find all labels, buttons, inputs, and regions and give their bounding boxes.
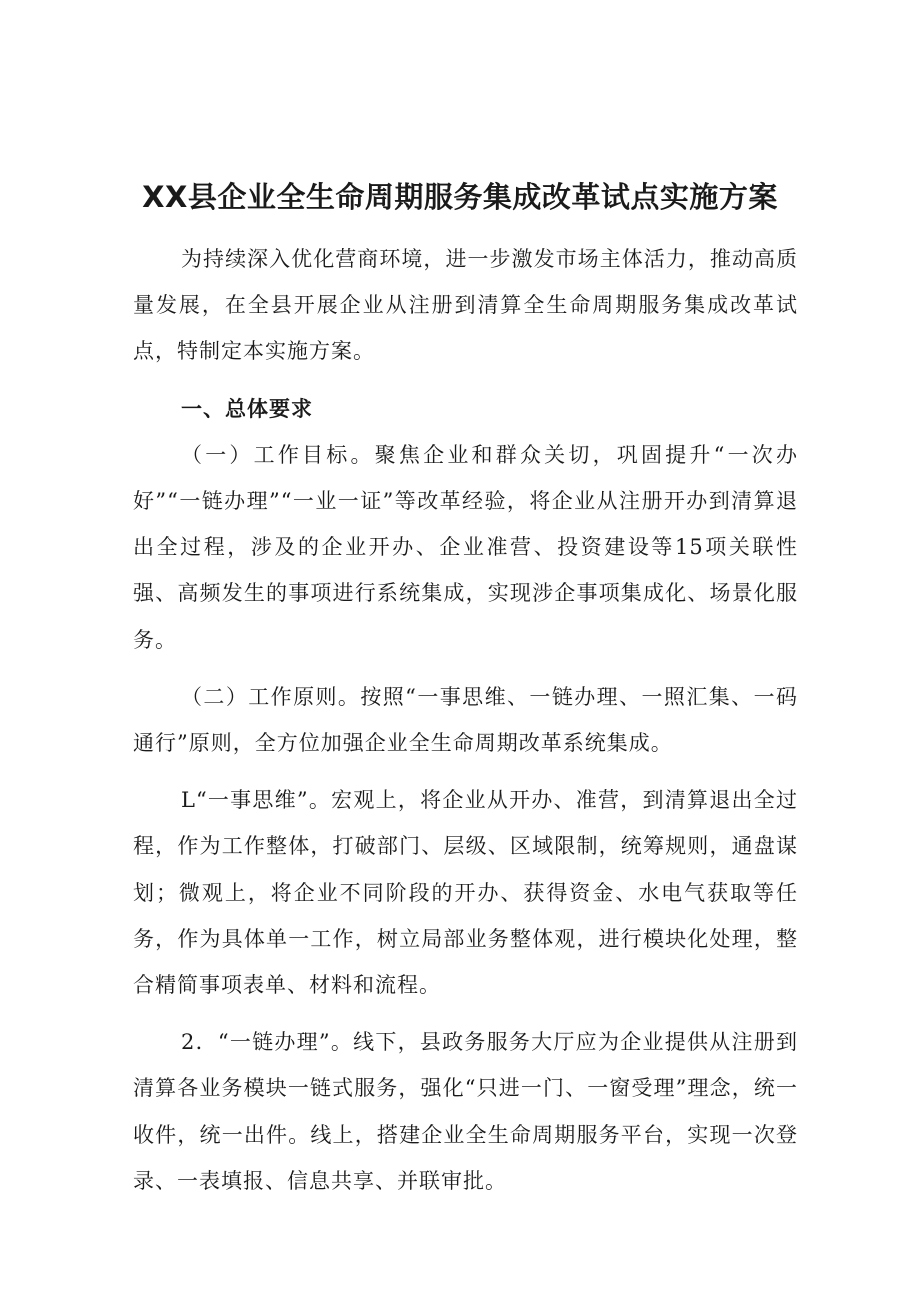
paragraph-one-chain-handling: 2．“一链办理”。线下，县政务服务大厅应为企业提供从注册到清算各业务模块一链式服务，强化“只进一门、一窗受理”理念，统一收件，统一出件。线上，搭建企业全生命周期服务平台，实现一次登录、一表填报、信息共享、并联审批。 — [133, 1030, 798, 1193]
paragraph-work-goals: （一）工作目标。聚焦企业和群众关切，巩固提升“一次办好”“一链办理”“一业一证”等改革经验，将企业从注册开办到清算退出全过程，涉及的企业开办、企业准营、投资建设等15项关联性强、高频发生的事项进行系统集成，实现涉企事项集成化、场景化服务。 — [133, 442, 798, 652]
document-title: XX县企业全生命周期服务集成改革试点实施方案 — [142, 180, 778, 214]
paragraph-work-principles: （二）工作原则。按照“一事思维、一链办理、一照汇集、一码通行”原则，全方位加强企业全生命周期改革系统集成。 — [133, 684, 798, 756]
document-body — [133, 236, 798, 1204]
paragraph-one-thing-thinking: L“一事思维”。宏观上，将企业从开办、准营，到清算退出全过程，作为工作整体，打破部门、层级、区域限制，统筹规则，通盘谋划；微观上，将企业不同阶段的开办、获得资金、水电气获取等任务，作为具体单一工作，树立局部业务整体观，进行模块化处理，整合精简事项表单、材料和流程。 — [133, 788, 798, 998]
section-heading-general-requirements: 一、总体要求 — [181, 396, 313, 421]
intro-paragraph: 为持续深入优化营商环境，进一步激发市场主体活力，推动高质量发展，在全县开展企业从注册到清算全生命周期服务集成改革试点，特制定本实施方案。 — [133, 247, 798, 364]
